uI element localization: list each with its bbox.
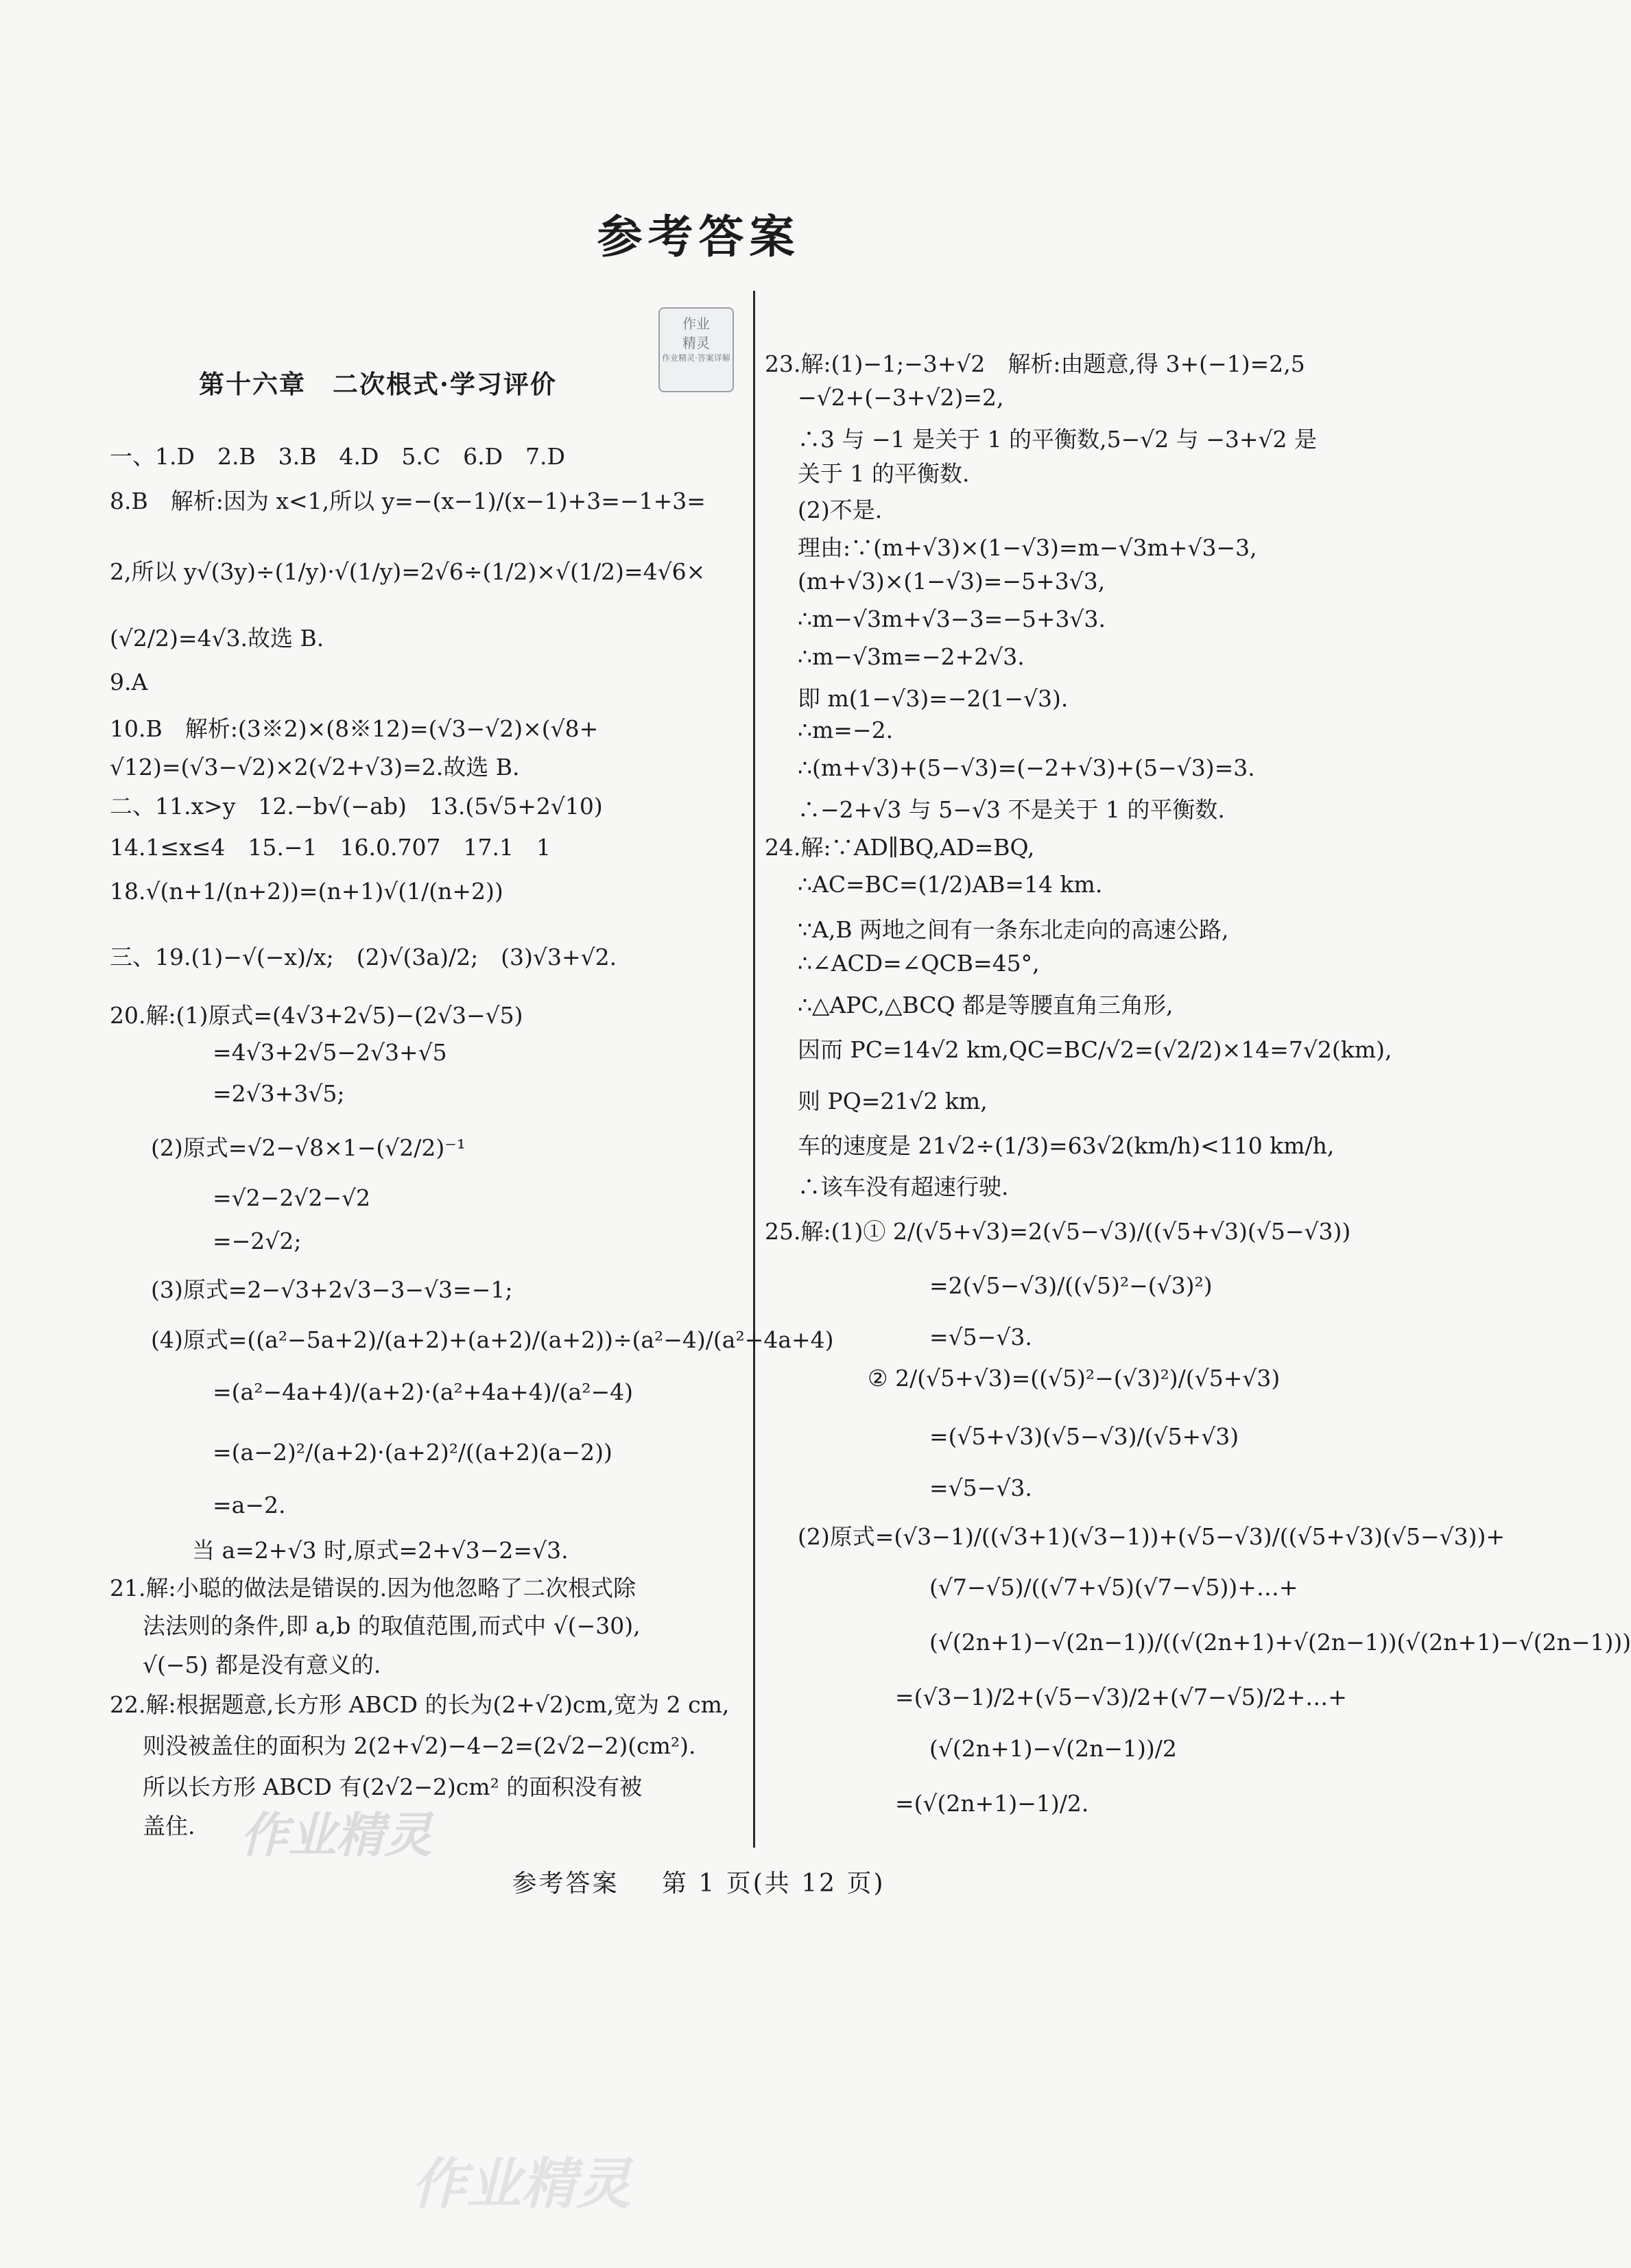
right-answer-line: 即 m(1−√3)=−2(1−√3). — [798, 685, 1069, 712]
right-answer-line: ∴m−√3m=−2+2√3. — [798, 643, 1025, 670]
right-answer-line: ∴3 与 −1 是关于 1 的平衡数,5−√2 与 −3+√2 是 — [798, 426, 1318, 453]
left-answer-line: (2)原式=√2−√8×1−(√2/2)⁻¹ — [151, 1134, 466, 1161]
right-answer-line: 车的速度是 21√2÷(1/3)=63√2(km/h)<110 km/h, — [798, 1132, 1335, 1159]
right-answer-line: =(√3−1)/2+(√5−√3)/2+(√7−√5)/2+…+ — [895, 1684, 1347, 1710]
left-answer-line: 10.B 解析:(3※2)×(8※12)=(√3−√2)×(√8+ — [110, 715, 599, 742]
right-answer-line: (√(2n+1)−√(2n−1))/((√(2n+1)+√(2n−1))(√(2n+1)−√(2n−1))) — [929, 1629, 1631, 1656]
left-answer-line: =−2√2; — [213, 1228, 302, 1254]
right-answer-line: (√7−√5)/((√7+√5)(√7−√5))+…+ — [929, 1574, 1298, 1601]
right-answer-line: =√5−√3. — [929, 1324, 1032, 1350]
left-answer-line: 盖住. — [143, 1813, 195, 1839]
right-answer-line: ∴(m+√3)+(5−√3)=(−2+√3)+(5−√3)=3. — [798, 754, 1255, 781]
watermark-2: 作业精灵 — [412, 2152, 631, 2216]
right-answer-line: =2(√5−√3)/((√5)²−(√3)²) — [929, 1272, 1213, 1299]
footer-label: 参考答案 — [512, 1870, 619, 1898]
right-answer-line: ∴△APC,△BCQ 都是等腰直角三角形, — [798, 992, 1174, 1018]
left-answer-line: 18.√(n+1/(n+2))=(n+1)√(1/(n+2)) — [110, 878, 503, 905]
left-answer-line: 20.解:(1)原式=(4√3+2√5)−(2√3−√5) — [110, 1002, 523, 1029]
right-answer-line: −√2+(−3+√2)=2, — [798, 384, 1004, 411]
left-answer-line: 22.解:根据题意,长方形 ABCD 的长为(2+√2)cm,宽为 2 cm, — [110, 1691, 730, 1718]
left-answer-line: =4√3+2√5−2√3+√5 — [213, 1039, 447, 1066]
left-answer-line: 21.解:小聪的做法是错误的.因为他忽略了二次根式除 — [110, 1575, 636, 1601]
right-answer-line: ∴m−√3m+√3−3=−5+3√3. — [798, 606, 1106, 632]
left-answer-line: (√2/2)=4√3.故选 B. — [110, 625, 324, 652]
left-answer-line: √12)=(√3−√2)×2(√2+√3)=2.故选 B. — [110, 754, 520, 780]
stamp-line-2: 精灵 — [682, 335, 710, 351]
left-answer-line: (3)原式=2−√3+2√3−3−√3=−1; — [151, 1276, 513, 1303]
stamp-line-3: 作业精灵·答案详解 — [662, 353, 730, 363]
right-answer-line: ∴AC=BC=(1/2)AB=14 km. — [798, 871, 1103, 898]
left-answer-line: =(a²−4a+4)/(a+2)·(a²+4a+4)/(a²−4) — [213, 1378, 633, 1405]
left-answer-line: 则没被盖住的面积为 2(2+√2)−4−2=(2√2−2)(cm²). — [143, 1732, 696, 1759]
left-answer-line: 9.A — [110, 669, 148, 695]
chapter-title: 第十六章 二次根式·学习评价 — [199, 369, 557, 399]
left-answer-line: =√2−2√2−√2 — [213, 1184, 371, 1211]
publisher-stamp — [658, 307, 734, 392]
right-answer-line: 23.解:(1)−1;−3+√2 解析:由题意,得 3+(−1)=2,5 — [765, 350, 1305, 377]
left-answer-line: (4)原式=((a²−5a+2)/(a+2)+(a+2)/(a+2))÷(a²−4)/(a²+4a+4) — [151, 1326, 834, 1353]
left-answer-line: 一、1.D 2.B 3.B 4.D 5.C 6.D 7.D — [110, 443, 565, 470]
left-answer-line: =2√3+3√5; — [213, 1080, 345, 1107]
left-answer-line: 法法则的条件,即 a,b 的取值范围,而式中 √(−30), — [143, 1612, 641, 1639]
left-answer-line: 所以长方形 ABCD 有(2√2−2)cm² 的面积没有被 — [143, 1774, 643, 1800]
column-divider — [753, 291, 755, 1848]
left-answer-line: 2,所以 y√(3y)÷(1/y)·√(1/y)=2√6÷(1/2)×√(1/2)=4√6× — [110, 558, 706, 585]
right-answer-line: 关于 1 的平衡数. — [798, 460, 970, 487]
right-answer-line: (2)原式=(√3−1)/((√3+1)(√3−1))+(√5−√3)/((√5+√3)(√5−√3))+ — [798, 1523, 1505, 1550]
page-title: 参考答案 — [597, 210, 800, 263]
left-answer-line: 三、19.(1)−√(−x)/x; (2)√(3a)/2; (3)√3+√2. — [110, 944, 617, 970]
left-answer-line: 8.B 解析:因为 x<1,所以 y=−(x−1)/(x−1)+3=−1+3= — [110, 488, 706, 514]
right-answer-line: (√(2n+1)−√(2n−1))/2 — [929, 1735, 1177, 1762]
stamp-line-1: 作业 — [682, 315, 710, 332]
right-answer-line: =(√(2n+1)−1)/2. — [895, 1790, 1089, 1817]
right-answer-line: 理由:∵(m+√3)×(1−√3)=m−√3m+√3−3, — [798, 534, 1257, 561]
left-answer-line: =(a−2)²/(a+2)·(a+2)²/((a+2)(a−2)) — [213, 1439, 612, 1466]
right-answer-line: =(√5+√3)(√5−√3)/(√5+√3) — [929, 1423, 1239, 1450]
right-answer-line: 24.解:∵AD∥BQ,AD=BQ, — [765, 834, 1035, 861]
left-answer-line: =a−2. — [213, 1492, 286, 1518]
right-answer-line: 因而 PC=14√2 km,QC=BC/√2=(√2/2)×14=7√2(km), — [798, 1036, 1392, 1063]
left-answer-line: 二、11.x>y 12.−b√(−ab) 13.(5√5+2√10) — [110, 793, 603, 820]
right-answer-line: =√5−√3. — [929, 1475, 1032, 1501]
right-answer-line: ② 2/(√5+√3)=((√5)²−(√3)²)/(√5+√3) — [868, 1365, 1281, 1392]
right-answer-line: (2)不是. — [798, 497, 883, 523]
left-answer-line: 14.1≤x≤4 15.−1 16.0.707 17.1 1 — [110, 834, 551, 861]
right-answer-line: 则 PQ=21√2 km, — [798, 1088, 988, 1114]
page-number: 第 1 页(共 12 页) — [661, 1870, 885, 1898]
watermark-1: 作业精灵 — [240, 1807, 432, 1863]
right-answer-line: (m+√3)×(1−√3)=−5+3√3, — [798, 568, 1106, 595]
right-answer-line: ∴m=−2. — [798, 717, 894, 743]
right-answer-line: ∴∠ACD=∠QCB=45°, — [798, 950, 1040, 977]
right-answer-line: ∴该车没有超速行驶. — [798, 1173, 1009, 1200]
right-answer-line: ∴−2+√3 与 5−√3 不是关于 1 的平衡数. — [798, 796, 1225, 823]
page-footer — [0, 1864, 1397, 1899]
left-answer-line: 当 a=2+√3 时,原式=2+√3−2=√3. — [192, 1537, 569, 1564]
right-answer-line: 25.解:(1)① 2/(√5+√3)=2(√5−√3)/((√5+√3)(√5−√3)) — [765, 1218, 1351, 1245]
right-answer-line: ∵A,B 两地之间有一条东北走向的高速公路, — [798, 916, 1229, 943]
left-answer-line: √(−5) 都是没有意义的. — [143, 1651, 381, 1678]
